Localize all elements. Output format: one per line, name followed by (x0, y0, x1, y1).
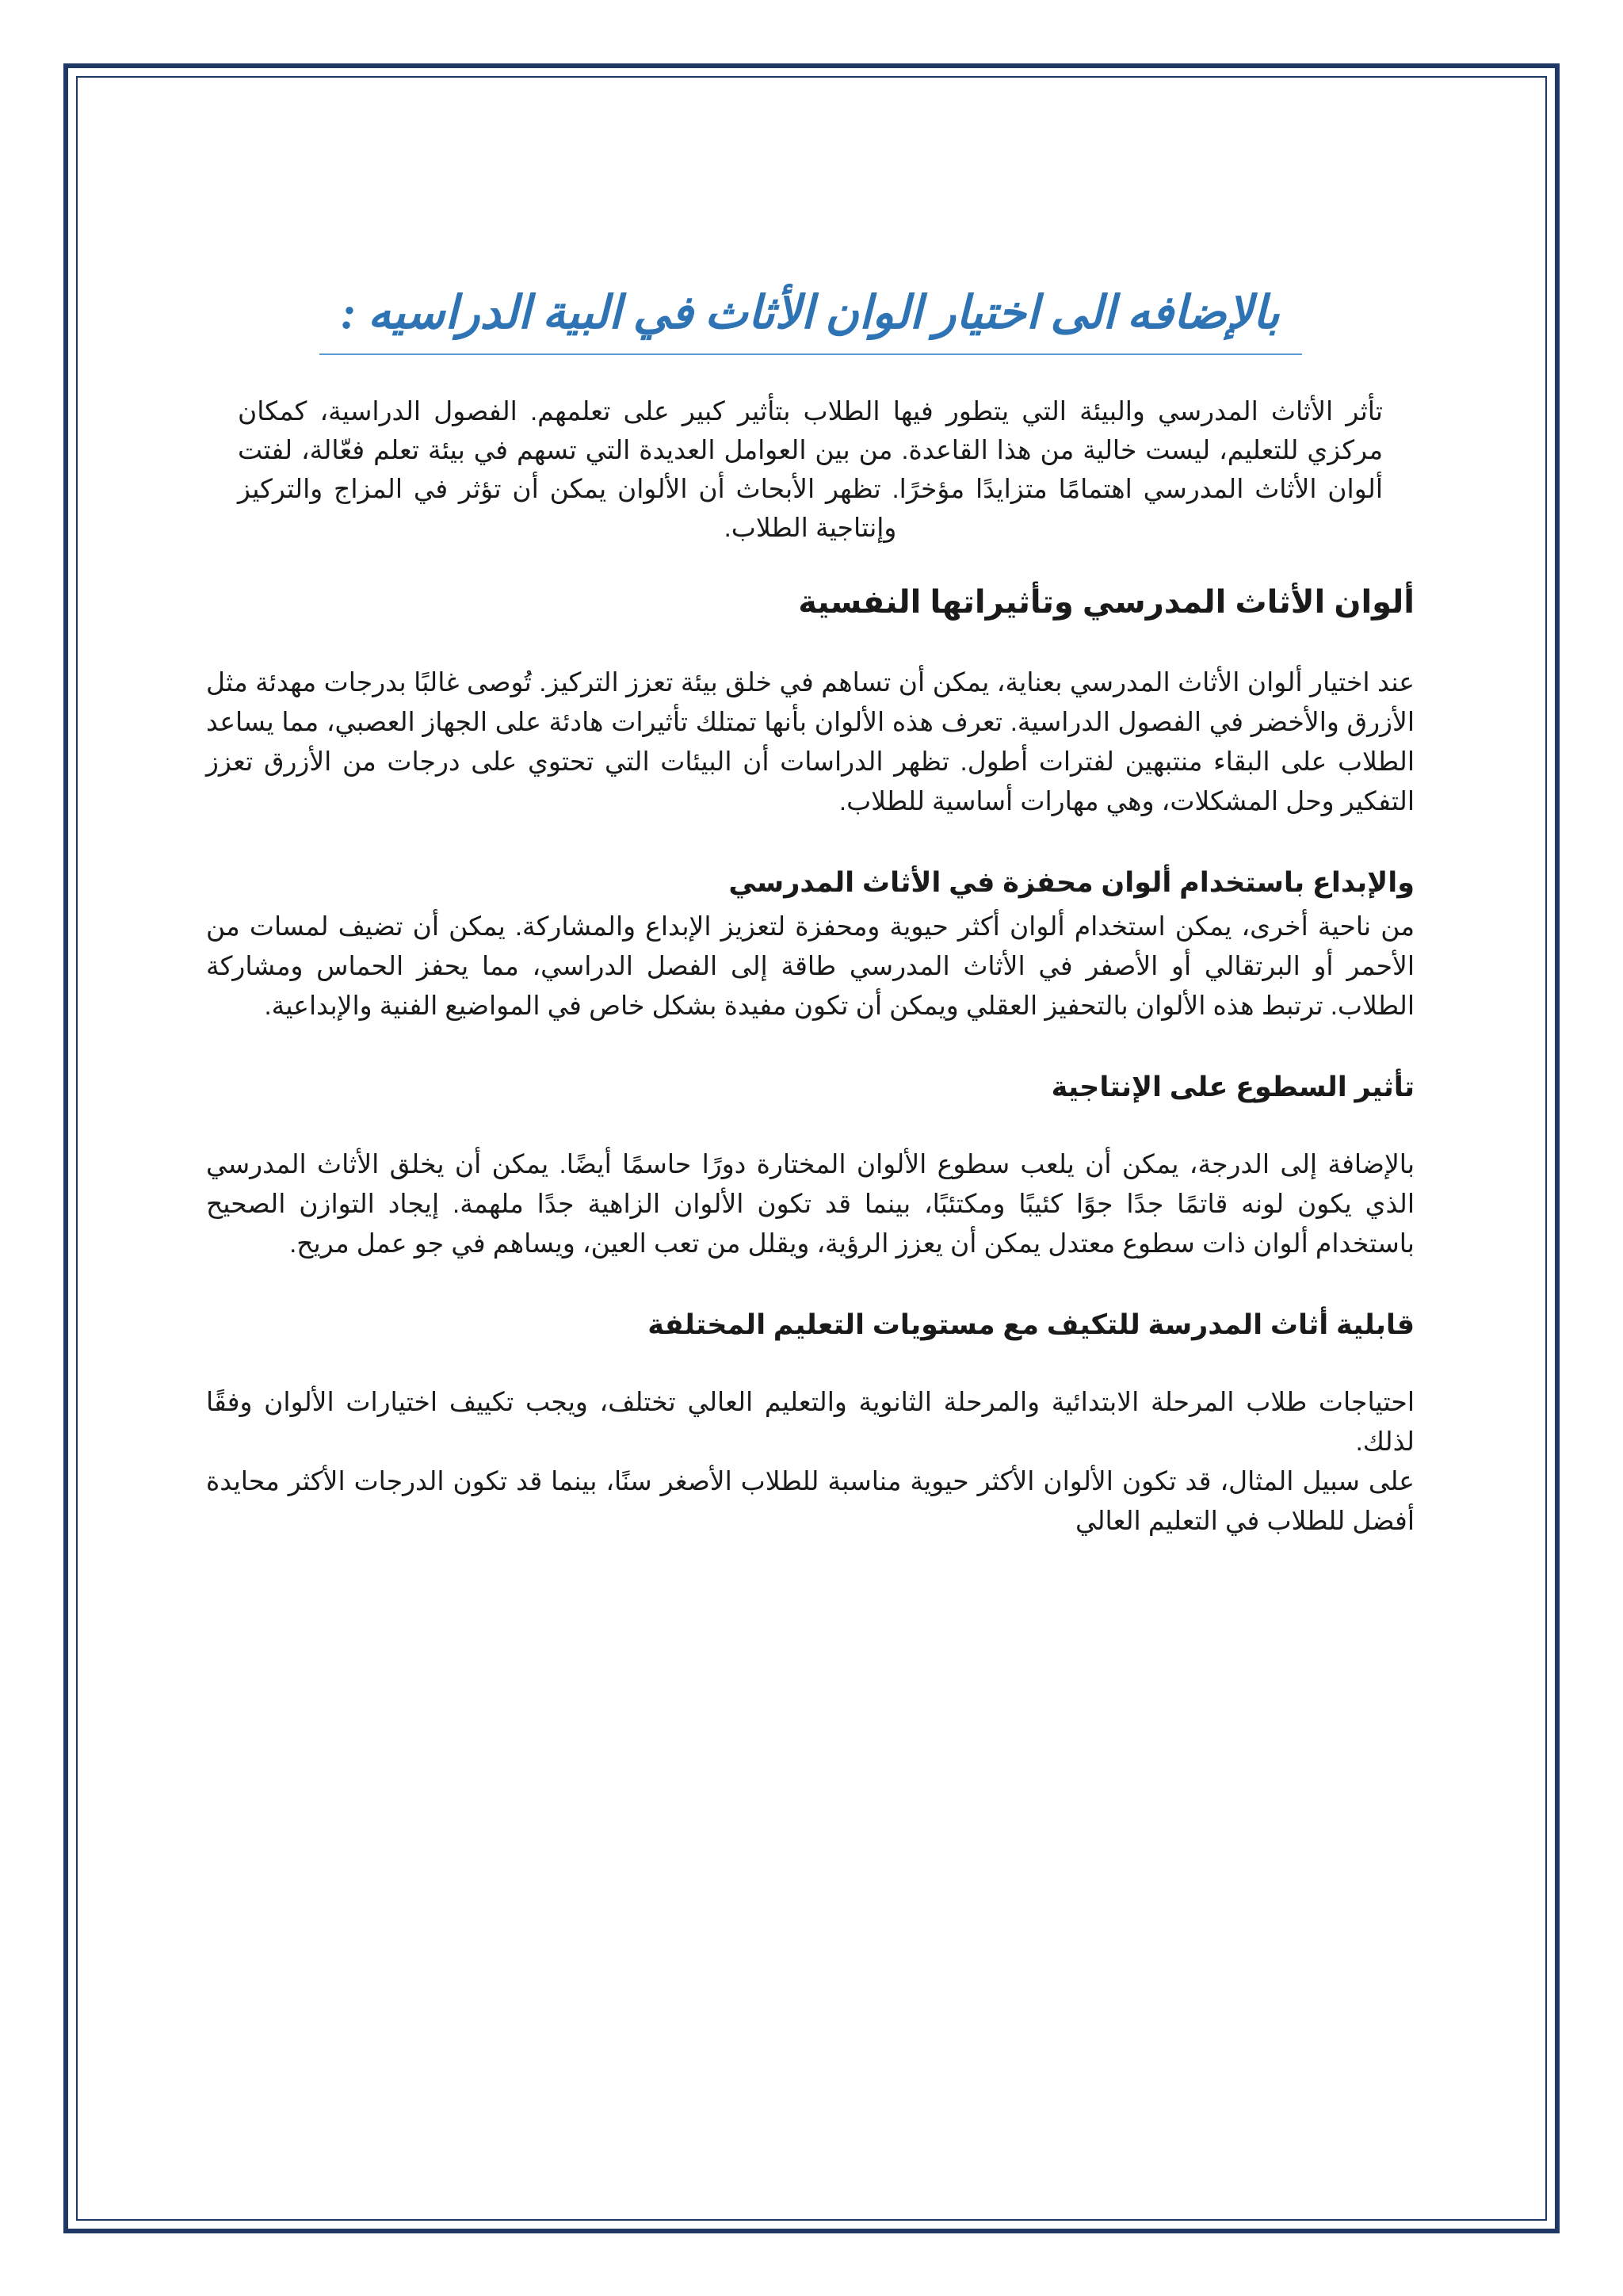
section-heading-psychological-effects: ألوان الأثاث المدرسي وتأثيراتها النفسية (798, 585, 1415, 620)
document-body (206, 285, 1415, 1541)
adaptability-line-1: احتياجات طلاب المرحلة الابتدائية والمرحلة الثانوية والتعليم العالي تختلف، ويجب تكييف اختيارات الألوان وفقًا لذلك. (206, 1387, 1415, 1456)
section-body-psychological-effects: عند اختيار ألوان الأثاث المدرسي بعناية، يمكن أن تساهم في خلق بيئة تعزز التركيز. تُوصى غالبًا بدرجات مهدئة مثل الأزرق والأخضر في الفصول الدراسية. تعرف هذه الألوان بأنها تمتلك تأثيرات هادئة على الجهاز العصبي، مما يساعد الطلاب على البقاء منتبهين لفترات أطول. تظهر الدراسات أن البيئات التي تحتوي على درجات من الأزرق تعزز التفكير وحل المشكلات، وهي مهارات أساسية للطلاب. (206, 667, 1415, 816)
document-title: بالإضافه الى اختيار الوان الأثاث في البية الدراسيه : (319, 285, 1302, 355)
section-body-brightness: بالإضافة إلى الدرجة، يمكن أن يلعب سطوع الألوان المختارة دورًا حاسمًا أيضًا. يمكن أن يخلق الأثاث المدرسي الذي يكون لونه قاتمًا جدًا جوًا كئيبًا ومكتئبًا، بينما قد تكون الألوان الزاهية جدًا ملهمة. إيجاد التوازن الصحيح باستخدام ألوان ذات سطوع معتدل يمكن أن يعزز الرؤية، ويقلل من تعب العين، ويساهم في جو عمل مريح. (206, 1149, 1415, 1258)
section-heading-adaptability: قابلية أثاث المدرسة للتكيف مع مستويات التعليم المختلفة (647, 1309, 1415, 1340)
adaptability-line-2: على سبيل المثال، قد تكون الألوان الأكثر حيوية مناسبة للطلاب الأصغر سنًا، بينما قد تكون الدرجات الأكثر محايدة أفضل للطلاب في التعليم العالي (206, 1466, 1415, 1535)
section-body-adaptability (206, 1382, 1415, 1541)
intro-paragraph: تأثر الأثاث المدرسي والبيئة التي يتطور فيها الطلاب بتأثير كبير على تعلمهم. الفصول الدراسية، كمكان مركزي للتعليم، ليست خالية من هذا القاعدة. من بين العوامل العديدة التي تسهم في بيئة تعلم فعّالة، لفتت ألوان الأثاث المدرسي اهتمامًا متزايدًا مؤخرًا. تظهر الأبحاث أن الألوان يمكن أن تؤثر في المزاج والتركيز وإنتاجية الطلاب. (238, 396, 1383, 542)
section-heading-creativity: والإبداع باستخدام ألوان محفزة في الأثاث المدرسي (728, 867, 1415, 898)
section-heading-brightness: تأثير السطوع على الإنتاجية (1051, 1072, 1415, 1102)
section-body-creativity: من ناحية أخرى، يمكن استخدام ألوان أكثر حيوية ومحفزة لتعزيز الإبداع والمشاركة. يمكن أن تضيف لمسات من الأحمر أو البرتقالي أو الأصفر في الأثاث المدرسي طاقة إلى الفصل الدراسي، مما يحفز الحماس ومشاركة الطلاب. ترتبط هذه الألوان بالتحفيز العقلي ويمكن أن تكون مفيدة بشكل خاص في المواضيع الفنية والإبداعية. (206, 911, 1415, 1020)
